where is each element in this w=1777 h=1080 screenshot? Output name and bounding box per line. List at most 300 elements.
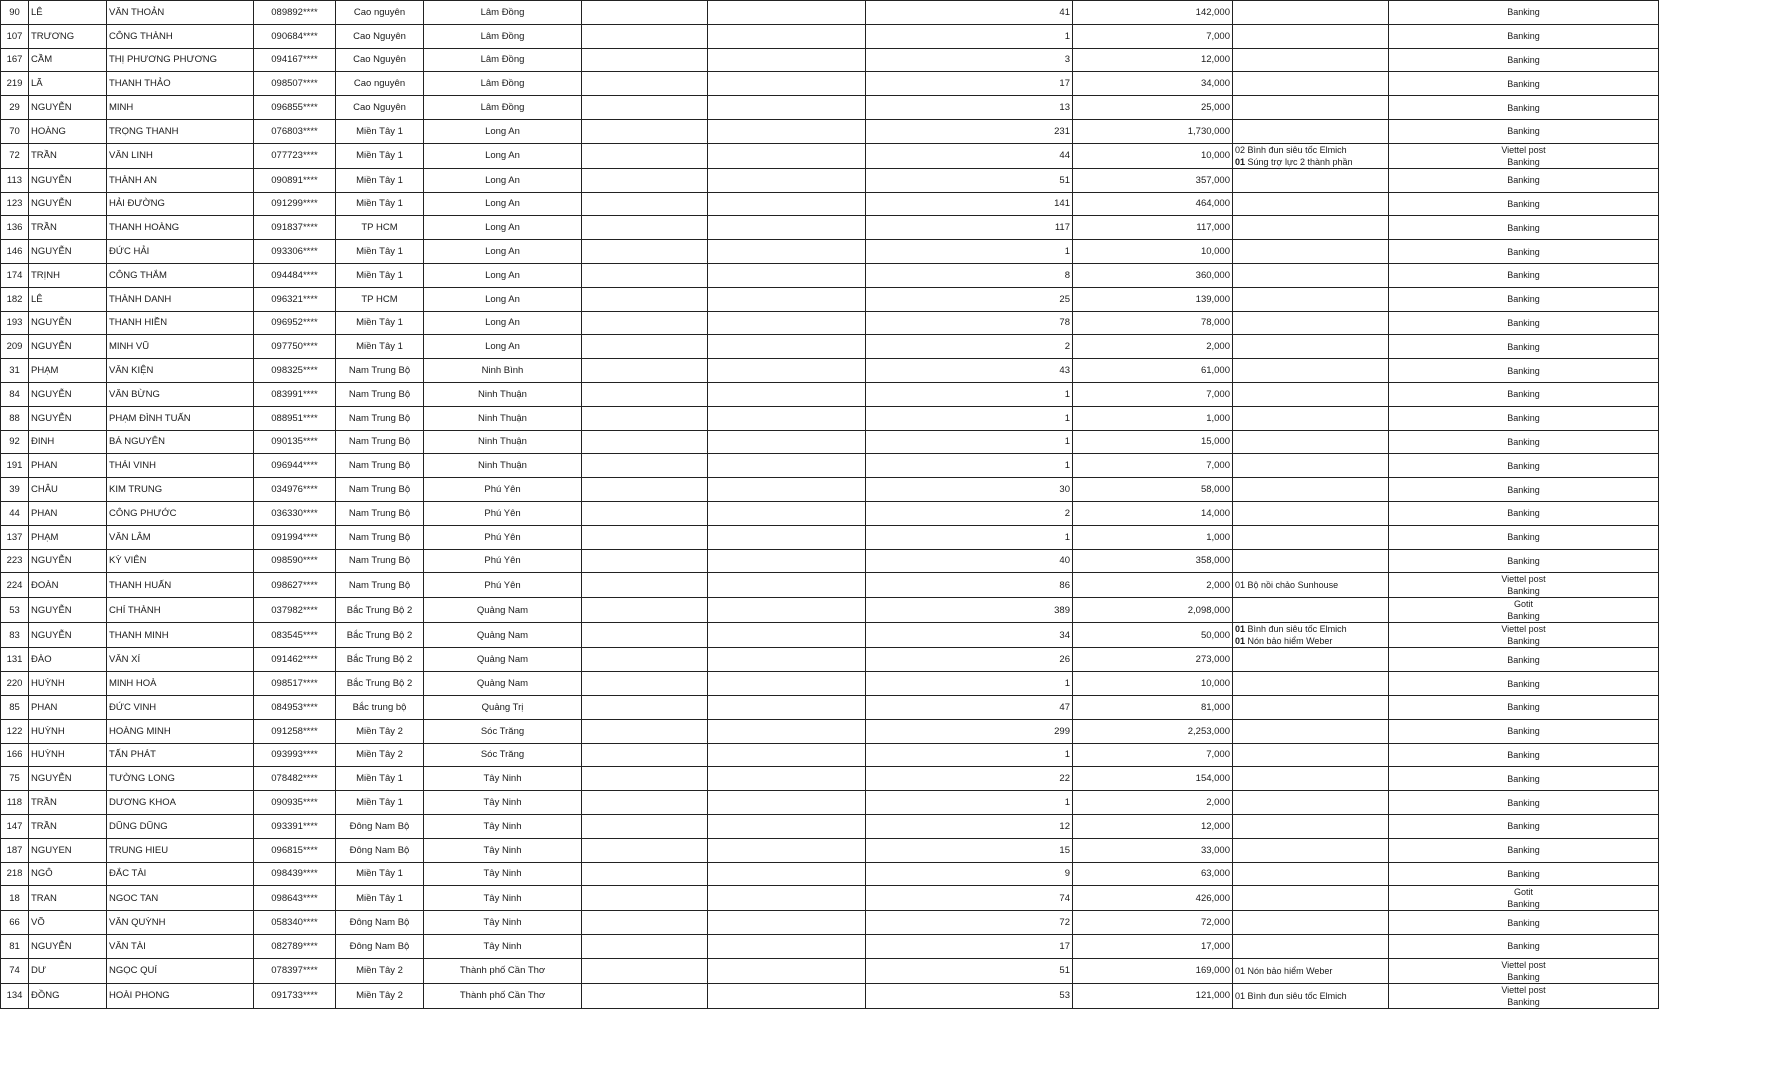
region-cell: Miền Tây 1 — [336, 168, 424, 192]
first-name-cell: KIM TRUNG — [107, 478, 254, 502]
last-name-cell: PHẠM — [29, 525, 107, 549]
empty-cell — [582, 672, 708, 696]
last-name-cell: TRẦN — [29, 143, 107, 168]
row-number-cell: 18 — [1, 886, 29, 911]
payment-method-cell — [1389, 648, 1659, 672]
empty-cell — [582, 382, 708, 406]
payment-method: Viettel post — [1501, 144, 1546, 155]
payment-method-cell — [1389, 743, 1659, 767]
payment-method: Banking — [1507, 917, 1540, 928]
province-cell: Tây Ninh — [424, 886, 582, 911]
table-row — [1, 192, 1777, 216]
amount-cell: 34,000 — [1073, 72, 1233, 96]
row-number-cell: 83 — [1, 623, 29, 648]
row-number-cell: 66 — [1, 911, 29, 935]
empty-cell — [708, 573, 866, 598]
quantity-cell: 389 — [866, 598, 1073, 623]
first-name-cell: MINH — [107, 96, 254, 120]
province-cell: Quảng Trị — [424, 695, 582, 719]
payment-method: Banking — [1507, 845, 1540, 856]
phone-cell: 037982**** — [254, 598, 336, 623]
phone-cell: 096855**** — [254, 96, 336, 120]
region-cell: Bắc Trung Bộ 2 — [336, 623, 424, 648]
phone-cell: 036330**** — [254, 501, 336, 525]
gift-cell — [1233, 598, 1389, 623]
gift-cell — [1233, 911, 1389, 935]
first-name-cell: VĂN LINH — [107, 143, 254, 168]
province-cell: Phú Yên — [424, 573, 582, 598]
last-name-cell: TRAN — [29, 886, 107, 911]
payment-method: Banking — [1507, 7, 1540, 18]
empty-cell — [708, 958, 866, 983]
empty-cell — [582, 335, 708, 359]
first-name-cell: TRUNG HIEU — [107, 838, 254, 862]
phone-cell: 083991**** — [254, 382, 336, 406]
phone-cell: 098507**** — [254, 72, 336, 96]
gift-count: 01 — [1235, 156, 1246, 167]
gift-cell — [1233, 1, 1389, 25]
gift-item: Bình đun siêu tốc Elmich — [1247, 990, 1347, 1001]
phone-cell: 096815**** — [254, 838, 336, 862]
region-cell: Miền Tây 1 — [336, 192, 424, 216]
payment-method: Banking — [1507, 246, 1540, 257]
row-number-cell: 53 — [1, 598, 29, 623]
phone-cell: 091837**** — [254, 216, 336, 240]
gift-cell — [1233, 192, 1389, 216]
payment-method-cell — [1389, 72, 1659, 96]
table-row — [1, 48, 1777, 72]
province-cell: Tây Ninh — [424, 862, 582, 886]
first-name-cell: KỲ VIÊN — [107, 549, 254, 573]
payment-method: Banking — [1507, 156, 1540, 167]
quantity-cell: 72 — [866, 911, 1073, 935]
province-cell: Lâm Đồng — [424, 48, 582, 72]
row-number-cell: 134 — [1, 983, 29, 1008]
first-name-cell: VĂN QUỲNH — [107, 911, 254, 935]
province-cell: Ninh Thuận — [424, 382, 582, 406]
region-cell: Bắc Trung Bộ 2 — [336, 648, 424, 672]
province-cell: Long An — [424, 263, 582, 287]
payment-method: Banking — [1507, 78, 1540, 89]
first-name-cell: HOÀI PHONG — [107, 983, 254, 1008]
first-name-cell: ĐẮC TÀI — [107, 862, 254, 886]
table-row — [1, 359, 1777, 383]
gift-item: Nón bảo hiểm Weber — [1247, 965, 1333, 976]
gift-cell — [1233, 767, 1389, 791]
payment-method: Gotit — [1513, 599, 1533, 610]
last-name-cell: NGUYEN — [29, 838, 107, 862]
last-name-cell: TRẦN — [29, 814, 107, 838]
table-row — [1, 911, 1777, 935]
phone-cell: 089892**** — [254, 1, 336, 25]
last-name-cell: NGUYỄN — [29, 96, 107, 120]
empty-cell — [582, 501, 708, 525]
province-cell: Lâm Đồng — [424, 72, 582, 96]
payment-method: Banking — [1507, 899, 1540, 910]
empty-cell — [582, 192, 708, 216]
payment-method: Banking — [1507, 436, 1540, 447]
payment-method-cell — [1389, 958, 1659, 983]
empty-cell — [582, 359, 708, 383]
payment-method-cell — [1389, 862, 1659, 886]
amount-cell: 1,000 — [1073, 406, 1233, 430]
payment-method: Banking — [1507, 365, 1540, 376]
amount-cell: 117,000 — [1073, 216, 1233, 240]
quantity-cell: 53 — [866, 983, 1073, 1008]
payment-method: Banking — [1507, 31, 1540, 42]
row-number-cell: 84 — [1, 382, 29, 406]
last-name-cell: HUỲNH — [29, 719, 107, 743]
first-name-cell: VĂN BỪNG — [107, 382, 254, 406]
gift-cell — [1233, 240, 1389, 264]
region-cell: Nam Trung Bộ — [336, 501, 424, 525]
quantity-cell: 40 — [866, 549, 1073, 573]
empty-cell — [582, 862, 708, 886]
payment-method: Banking — [1507, 341, 1540, 352]
payment-method: Banking — [1507, 996, 1540, 1007]
gift-cell — [1233, 501, 1389, 525]
province-cell: Ninh Bình — [424, 359, 582, 383]
last-name-cell: NGUYỄN — [29, 598, 107, 623]
gift-cell — [1233, 525, 1389, 549]
payment-method-cell — [1389, 48, 1659, 72]
amount-cell: 33,000 — [1073, 838, 1233, 862]
province-cell: Long An — [424, 168, 582, 192]
payment-method: Banking — [1507, 54, 1540, 65]
empty-cell — [582, 119, 708, 143]
gift-cell — [1233, 695, 1389, 719]
payment-method: Banking — [1507, 586, 1540, 597]
amount-cell: 139,000 — [1073, 287, 1233, 311]
row-number-cell: 166 — [1, 743, 29, 767]
row-number-cell: 131 — [1, 648, 29, 672]
table-row — [1, 525, 1777, 549]
row-number-cell: 146 — [1, 240, 29, 264]
row-number-cell: 174 — [1, 263, 29, 287]
region-cell: Miền Tây 1 — [336, 240, 424, 264]
payment-method: Banking — [1507, 821, 1540, 832]
province-cell: Lâm Đồng — [424, 96, 582, 120]
quantity-cell: 1 — [866, 743, 1073, 767]
last-name-cell: NGUYỄN — [29, 382, 107, 406]
region-cell: Đông Nam Bộ — [336, 814, 424, 838]
payment-method-cell — [1389, 216, 1659, 240]
table-row — [1, 501, 1777, 525]
table-row — [1, 478, 1777, 502]
table-row — [1, 623, 1777, 648]
payment-method: Banking — [1507, 941, 1540, 952]
first-name-cell: THÀNH DANH — [107, 287, 254, 311]
region-cell: Nam Trung Bộ — [336, 525, 424, 549]
region-cell: Miền Tây 1 — [336, 143, 424, 168]
table-row — [1, 406, 1777, 430]
empty-cell — [708, 119, 866, 143]
first-name-cell: THANH HUẤN — [107, 573, 254, 598]
payment-method-cell — [1389, 911, 1659, 935]
province-cell: Tây Ninh — [424, 791, 582, 815]
region-cell: Miền Tây 2 — [336, 743, 424, 767]
payment-method-cell — [1389, 119, 1659, 143]
table-row — [1, 573, 1777, 598]
table-row — [1, 598, 1777, 623]
region-cell: Nam Trung Bộ — [336, 406, 424, 430]
region-cell: Cao nguyên — [336, 1, 424, 25]
gift-item: Nón bảo hiểm Weber — [1247, 636, 1333, 647]
last-name-cell: DƯ — [29, 958, 107, 983]
payment-method-cell — [1389, 311, 1659, 335]
quantity-cell: 1 — [866, 406, 1073, 430]
last-name-cell: NGUYỄN — [29, 549, 107, 573]
payment-method-cell — [1389, 406, 1659, 430]
first-name-cell: PHẠM ĐÌNH TUẤN — [107, 406, 254, 430]
payment-method-cell — [1389, 549, 1659, 573]
gift-cell — [1233, 573, 1389, 598]
amount-cell: 50,000 — [1073, 623, 1233, 648]
province-cell: Lâm Đồng — [424, 24, 582, 48]
payment-method: Banking — [1507, 555, 1540, 566]
table-row — [1, 935, 1777, 959]
gift-cell — [1233, 430, 1389, 454]
empty-cell — [708, 96, 866, 120]
last-name-cell: ĐÀO — [29, 648, 107, 672]
gift-cell — [1233, 359, 1389, 383]
empty-cell — [708, 648, 866, 672]
gift-cell — [1233, 549, 1389, 573]
region-cell: Cao nguyên — [336, 72, 424, 96]
amount-cell: 17,000 — [1073, 935, 1233, 959]
first-name-cell: VĂN THOẢN — [107, 1, 254, 25]
row-number-cell: 107 — [1, 24, 29, 48]
last-name-cell: VÕ — [29, 911, 107, 935]
phone-cell: 093993**** — [254, 743, 336, 767]
gift-count: 01 — [1235, 990, 1246, 1001]
amount-cell: 7,000 — [1073, 382, 1233, 406]
empty-cell — [582, 96, 708, 120]
quantity-cell: 17 — [866, 935, 1073, 959]
amount-cell: 15,000 — [1073, 430, 1233, 454]
amount-cell: 464,000 — [1073, 192, 1233, 216]
gift-cell — [1233, 96, 1389, 120]
table-row — [1, 72, 1777, 96]
payment-method-cell — [1389, 168, 1659, 192]
payment-method: Banking — [1507, 636, 1540, 647]
region-cell: Đông Nam Bộ — [336, 838, 424, 862]
payment-method-cell — [1389, 983, 1659, 1008]
row-number-cell: 209 — [1, 335, 29, 359]
empty-cell — [582, 648, 708, 672]
last-name-cell: PHAN — [29, 695, 107, 719]
row-number-cell: 74 — [1, 958, 29, 983]
payment-method-cell — [1389, 1, 1659, 25]
province-cell: Ninh Thuận — [424, 406, 582, 430]
payment-method-cell — [1389, 695, 1659, 719]
gift-cell — [1233, 454, 1389, 478]
last-name-cell: HOÀNG — [29, 119, 107, 143]
last-name-cell: NGUYỄN — [29, 168, 107, 192]
payment-method: Viettel post — [1501, 959, 1546, 970]
payment-method: Banking — [1507, 508, 1540, 519]
amount-cell: 10,000 — [1073, 143, 1233, 168]
gift-cell — [1233, 791, 1389, 815]
amount-cell: 14,000 — [1073, 501, 1233, 525]
empty-cell — [708, 549, 866, 573]
empty-cell — [582, 838, 708, 862]
first-name-cell: VĂN LÂM — [107, 525, 254, 549]
row-number-cell: 224 — [1, 573, 29, 598]
gift-cell — [1233, 935, 1389, 959]
amount-cell: 78,000 — [1073, 311, 1233, 335]
empty-cell — [708, 525, 866, 549]
region-cell: Nam Trung Bộ — [336, 454, 424, 478]
table-row — [1, 287, 1777, 311]
first-name-cell: THANH HOÀNG — [107, 216, 254, 240]
phone-cell: 084953**** — [254, 695, 336, 719]
gift-cell — [1233, 814, 1389, 838]
gift-line — [1235, 623, 1386, 635]
row-number-cell: 123 — [1, 192, 29, 216]
gift-cell — [1233, 983, 1389, 1008]
row-number-cell: 187 — [1, 838, 29, 862]
first-name-cell: BÁ NGUYÊN — [107, 430, 254, 454]
province-cell: Quảng Nam — [424, 672, 582, 696]
empty-cell — [708, 501, 866, 525]
amount-cell: 121,000 — [1073, 983, 1233, 1008]
empty-cell — [582, 1, 708, 25]
amount-cell: 81,000 — [1073, 695, 1233, 719]
last-name-cell: PHAN — [29, 454, 107, 478]
first-name-cell: MINH VŨ — [107, 335, 254, 359]
first-name-cell: THÁI VINH — [107, 454, 254, 478]
gift-item: Bộ nồi chảo Sunhouse — [1247, 580, 1339, 591]
gift-item: Súng trợ lực 2 thành phần — [1247, 156, 1353, 167]
amount-cell: 2,000 — [1073, 335, 1233, 359]
payment-method-cell — [1389, 525, 1659, 549]
province-cell: Ninh Thuận — [424, 430, 582, 454]
phone-cell: 098627**** — [254, 573, 336, 598]
empty-cell — [582, 791, 708, 815]
province-cell: Phú Yên — [424, 501, 582, 525]
last-name-cell: ĐỒNG — [29, 983, 107, 1008]
empty-cell — [582, 168, 708, 192]
region-cell: Miền Tây 2 — [336, 719, 424, 743]
payment-method: Banking — [1507, 413, 1540, 424]
row-number-cell: 70 — [1, 119, 29, 143]
empty-cell — [582, 958, 708, 983]
gift-cell — [1233, 168, 1389, 192]
gift-cell — [1233, 287, 1389, 311]
amount-cell: 142,000 — [1073, 1, 1233, 25]
phone-cell: 096944**** — [254, 454, 336, 478]
first-name-cell: NGỌC QUÍ — [107, 958, 254, 983]
province-cell: Quảng Nam — [424, 623, 582, 648]
region-cell: Đông Nam Bộ — [336, 935, 424, 959]
province-cell: Long An — [424, 311, 582, 335]
province-cell: Sóc Trăng — [424, 743, 582, 767]
phone-cell: 078397**** — [254, 958, 336, 983]
province-cell: Lâm Đồng — [424, 1, 582, 25]
gift-cell — [1233, 119, 1389, 143]
row-number-cell: 75 — [1, 767, 29, 791]
table-row — [1, 1, 1777, 25]
payment-method-cell — [1389, 240, 1659, 264]
first-name-cell: THANH THẢO — [107, 72, 254, 96]
region-cell: Miền Tây 1 — [336, 311, 424, 335]
gift-item: Bình đun siêu tốc Elmich — [1247, 624, 1347, 635]
quantity-cell: 2 — [866, 335, 1073, 359]
phone-cell: 090891**** — [254, 168, 336, 192]
empty-cell — [582, 983, 708, 1008]
quantity-cell: 2 — [866, 501, 1073, 525]
empty-cell — [582, 695, 708, 719]
payment-method: Banking — [1507, 773, 1540, 784]
payment-method-cell — [1389, 719, 1659, 743]
table-row — [1, 767, 1777, 791]
phone-cell: 098643**** — [254, 886, 336, 911]
gift-cell — [1233, 382, 1389, 406]
quantity-cell: 12 — [866, 814, 1073, 838]
phone-cell: 091462**** — [254, 648, 336, 672]
empty-cell — [708, 935, 866, 959]
quantity-cell: 1 — [866, 382, 1073, 406]
payment-method-cell — [1389, 143, 1659, 168]
empty-cell — [708, 695, 866, 719]
payment-method: Banking — [1507, 294, 1540, 305]
row-number-cell: 44 — [1, 501, 29, 525]
empty-cell — [582, 24, 708, 48]
quantity-cell: 1 — [866, 791, 1073, 815]
last-name-cell: NGUYỄN — [29, 192, 107, 216]
province-cell: Tây Ninh — [424, 838, 582, 862]
last-name-cell: LÊ — [29, 1, 107, 25]
first-name-cell: VĂN TÀI — [107, 935, 254, 959]
payment-method: Gotit — [1513, 887, 1533, 898]
empty-cell — [582, 814, 708, 838]
amount-cell: 154,000 — [1073, 767, 1233, 791]
table-row — [1, 814, 1777, 838]
row-number-cell: 137 — [1, 525, 29, 549]
payment-method-cell — [1389, 24, 1659, 48]
gift-item: Bình đun siêu tốc Elmich — [1247, 144, 1347, 155]
region-cell: TP HCM — [336, 287, 424, 311]
gift-cell — [1233, 406, 1389, 430]
quantity-cell: 1 — [866, 24, 1073, 48]
empty-cell — [708, 672, 866, 696]
amount-cell: 2,000 — [1073, 791, 1233, 815]
row-number-cell: 147 — [1, 814, 29, 838]
region-cell: Miền Tây 2 — [336, 958, 424, 983]
last-name-cell: NGUYỄN — [29, 406, 107, 430]
quantity-cell: 1 — [866, 240, 1073, 264]
payment-method: Banking — [1507, 317, 1540, 328]
payment-method-cell — [1389, 623, 1659, 648]
empty-cell — [708, 263, 866, 287]
province-cell: Long An — [424, 192, 582, 216]
row-number-cell: 81 — [1, 935, 29, 959]
empty-cell — [708, 623, 866, 648]
phone-cell: 091994**** — [254, 525, 336, 549]
quantity-cell: 44 — [866, 143, 1073, 168]
empty-cell — [708, 240, 866, 264]
region-cell: Bắc Trung Bộ 2 — [336, 672, 424, 696]
payment-method-cell — [1389, 672, 1659, 696]
empty-cell — [582, 935, 708, 959]
empty-cell — [582, 240, 708, 264]
empty-cell — [582, 573, 708, 598]
payment-method-cell — [1389, 335, 1659, 359]
payment-method: Banking — [1507, 198, 1540, 209]
empty-cell — [708, 335, 866, 359]
gift-line — [1235, 144, 1386, 156]
